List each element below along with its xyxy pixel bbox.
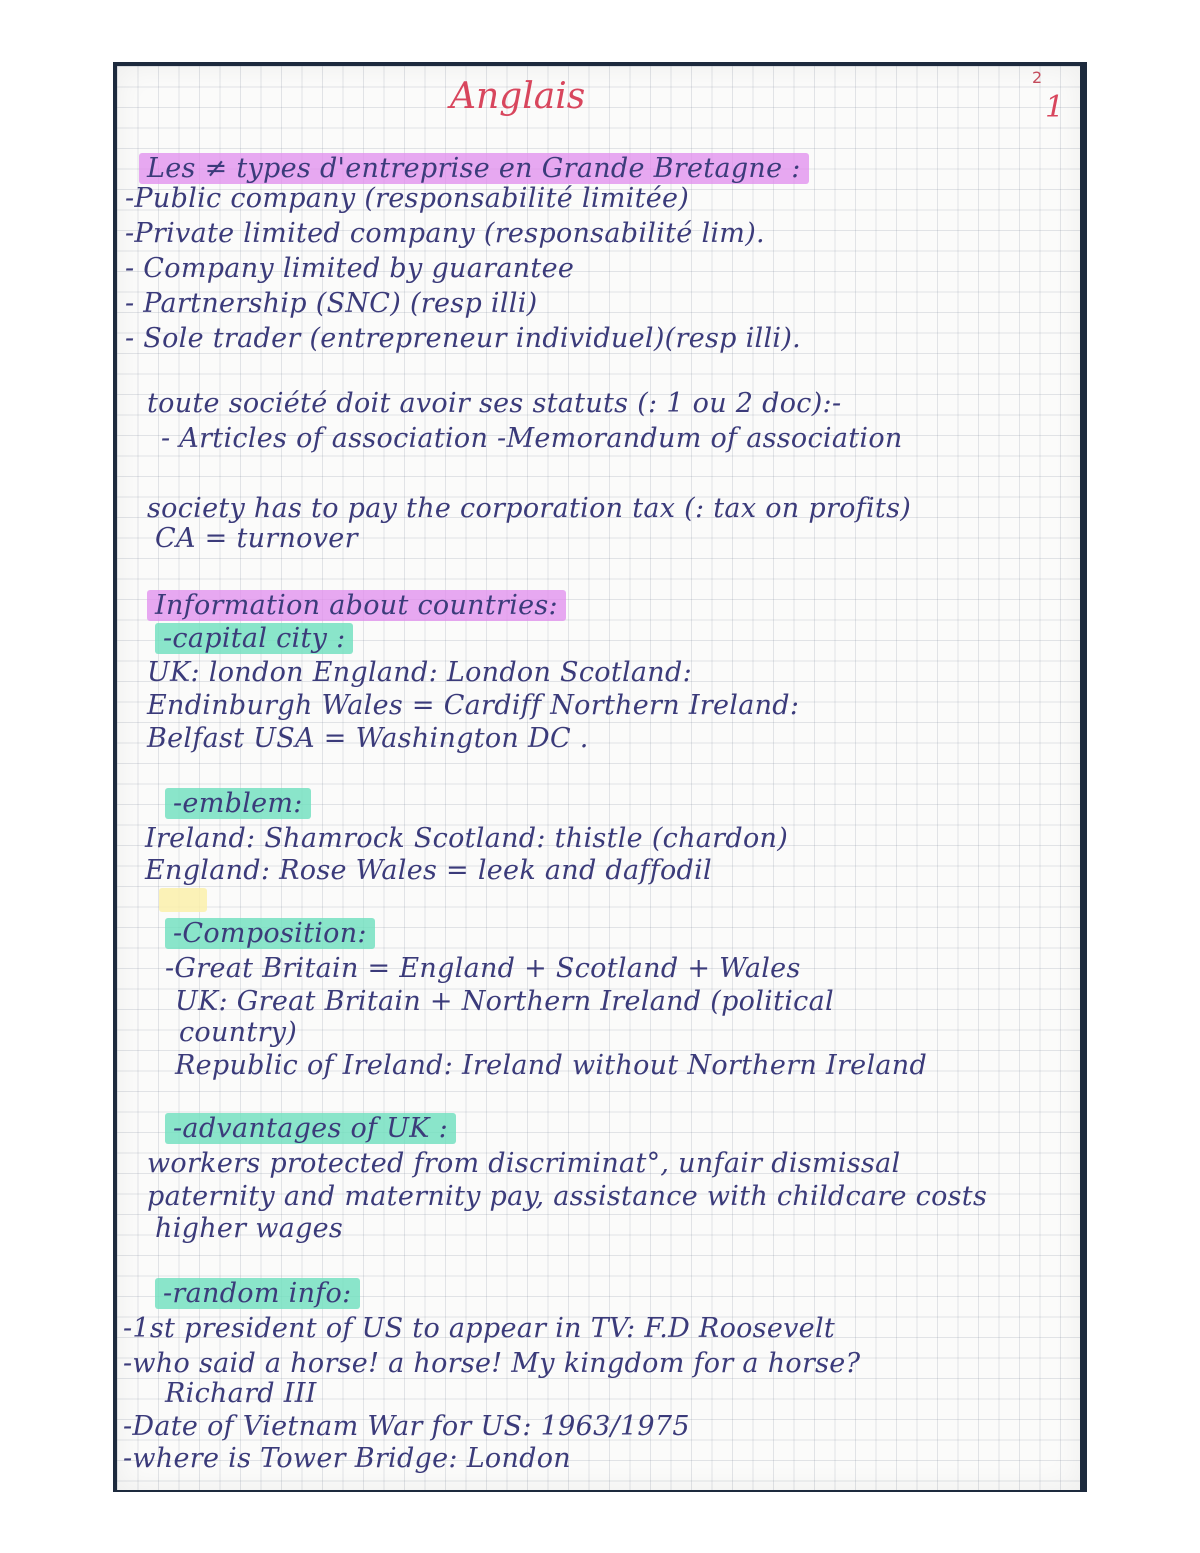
list-item: - Sole trader (entrepreneur individuel)(resp illi). <box>125 323 802 354</box>
subheading-random-info: -random info: <box>155 1279 360 1309</box>
note-line: Belfast USA = Washington DC . <box>147 723 589 754</box>
note-line: toute société doit avoir ses statuts (: 1 ou 2 doc):- <box>147 388 842 419</box>
list-item: -Public company (responsabilité limitée) <box>125 183 690 214</box>
list-item: -1st president of US to appear in TV: F.D Roosevelt <box>123 1313 836 1344</box>
note-line: England: Rose Wales = leek and daffodil <box>145 855 712 886</box>
page-title: Anglais <box>450 76 586 117</box>
note-line: society has to pay the corporation tax (: tax on profits) <box>147 493 912 524</box>
list-item: -Date of Vietnam War for US: 1963/1975 <box>123 1411 690 1442</box>
list-item: - Company limited by guarantee <box>125 253 575 284</box>
list-item: - Partnership (SNC) (resp illi) <box>125 288 538 319</box>
note-line: Richard III <box>165 1378 317 1409</box>
subheading-emblem: -emblem: <box>165 789 311 819</box>
yellow-highlight-mark <box>159 888 207 912</box>
subheading-advantages: -advantages of UK : <box>165 1114 456 1144</box>
note-line: UK: london England: London Scotland: <box>147 657 692 688</box>
note-line: -Great Britain = England + Scotland + Wales <box>165 953 801 984</box>
note-line: - Articles of association -Memorandum of association <box>161 423 903 454</box>
note-line: country) <box>179 1017 298 1048</box>
grid-paper-page <box>117 66 1080 1490</box>
page-number: 1 <box>1045 90 1065 125</box>
subheading-composition: -Composition: <box>165 919 375 949</box>
subheading-capital-city: -capital city : <box>155 624 353 654</box>
list-item: -Private limited company (responsabilité lim). <box>125 218 765 249</box>
notebook-photo <box>113 62 1087 1492</box>
note-line: Ireland: Shamrock Scotland: thistle (chardon) <box>145 823 789 854</box>
note-line: workers protected from discriminat°, unfair dismissal <box>147 1148 901 1179</box>
heading-countries: Information about countries: <box>147 591 566 621</box>
note-line: paternity and maternity pay, assistance with childcare costs <box>147 1181 988 1212</box>
list-item: -who said a horse! a horse! My kingdom for a horse? <box>123 1348 861 1379</box>
note-line: UK: Great Britain + Northern Ireland (political <box>175 986 834 1017</box>
note-line: CA = turnover <box>155 523 358 554</box>
note-line: higher wages <box>155 1213 344 1244</box>
list-item: -where is Tower Bridge: London <box>123 1443 572 1474</box>
corner-page-mark: 2 <box>1032 68 1043 87</box>
note-line: Endinburgh Wales = Cardiff Northern Ireland: <box>147 690 800 721</box>
heading-company-types: Les ≠ types d'entreprise en Grande Bretagne : <box>139 154 809 184</box>
note-line: Republic of Ireland: Ireland without Northern Ireland <box>175 1050 928 1081</box>
